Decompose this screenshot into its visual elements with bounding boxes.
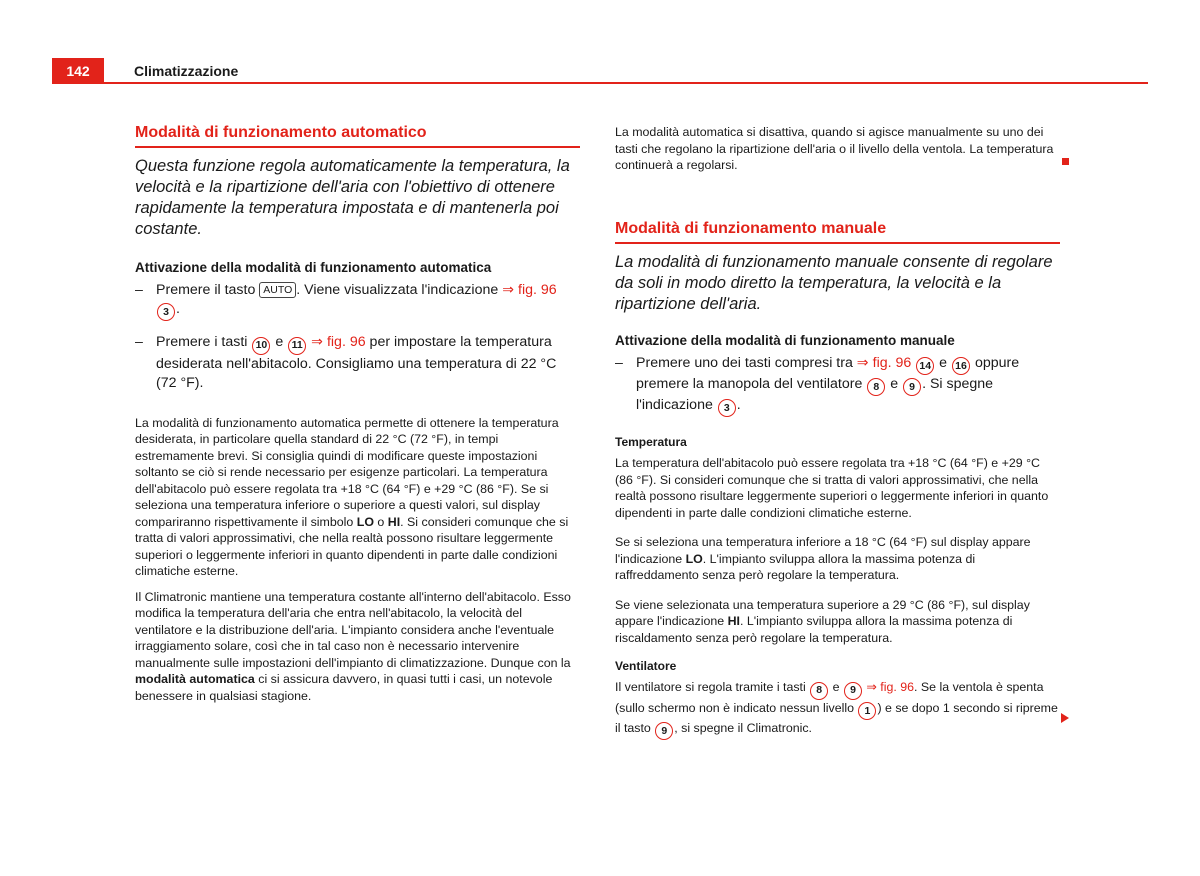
section-title-manual: Modalità di funzionamento manuale	[615, 220, 1060, 244]
subhead-fan: Ventilatore	[615, 659, 677, 674]
paragraph-automatic-2: Il Climatronic mantiene una temperatura costante all'interno dell'abitacolo. Esso modifica la temperatura dell'aria che entra nell'abitacolo, la velocità del ventilatore e la distribuzione dell'aria. L'impianto considera anche l'eventuale irraggiamento solare, così che in tal caso non è necessario intervenire manualmente sulle impostazioni dell'impianto di climatizzazione. Dunque con la modalità automatica ci si assicura davvero, in quasi tutti i casi, un notevole benessere in qualsiasi stagione.	[135, 589, 571, 703]
step-dash: –	[135, 282, 143, 298]
callout-number: 9	[655, 722, 673, 740]
callout-number: 16	[952, 357, 970, 375]
auto-key: AUTO	[259, 282, 296, 298]
figure-link[interactable]: ⇒ fig. 96	[856, 354, 912, 371]
paragraph-temperature-1: La temperatura dell'abitacolo può essere regolata tra +18 °C (64 °F) e +29 °C (86 °F). Si consideri comunque che si tratta di valori approssimativi, che nella realtà possono risultare leggermente superiori o leggermente inferiori in quanto dipendenti in parte dalle condizioni climatiche esterne.	[615, 456, 1049, 520]
paragraph-automatic-1: La modalità di funzionamento automatica permette di ottenere la temperatura desiderata, in particolare quella standard di 22 °C (72 °F), in tempi estremamente brevi. Si consiglia quindi di modificare queste impostazioni soltanto se ciò si rende necessario per esigenze particolari. La temperatura dell'abitacolo può essere regolata tra +18 °C (64 °F) e +29 °C (86 °F). Se si seleziona una temperatura inferiore o superiore a questi valori, sul display compariranno rispettivamente il simbolo LO o HI. Si consideri comunque che si tratta di valori approssimativi, che nella realtà possono risultare leggermente superiori o leggermente inferiori in quanto dipendenti in parte dalle condizioni climatiche esterne.	[135, 415, 569, 578]
section-title-automatic: Modalità di funzionamento automatico	[135, 124, 580, 148]
callout-number: 14	[916, 357, 934, 375]
callout-number: 9	[903, 378, 921, 396]
right-column	[615, 124, 1060, 740]
intro-automatic: Questa funzione regola automaticamente la temperatura, la velocità e la ripartizione dell'aria con l'obiettivo di ottenere rapidamente la temperatura impostata e di mantenerla poi costante.	[135, 157, 570, 238]
step-text: Premere i tasti 10 e 11 ⇒ fig. 96 per impostare la temperatura desiderata nell'abitacolo. Consigliamo una temperatura di 22 °C (72 °F).	[156, 334, 557, 391]
paragraph-temperature-hi: Se viene selezionata una temperatura superiore a 29 °C (86 °F), sul display appare l'indicazione HI. L'impianto sviluppa allora la massima potenza di riscaldamento senza però regolare la temperatura.	[615, 597, 1030, 645]
continue-arrow-icon	[1061, 713, 1069, 723]
step-text: Premere il tasto AUTO . Viene visualizzata l'indicazione ⇒ fig. 96 3 .	[156, 281, 580, 321]
header-rule	[104, 82, 1148, 84]
paragraph-auto-off: La modalità automatica si disattiva, quando si agisce manualmente su uno dei tasti che regolano la ripartizione dell'aria o il livello della ventola. La temperatura continuerà a regolarsi.	[615, 125, 1054, 172]
page-number: 142	[52, 58, 104, 84]
step-press-auto	[135, 281, 580, 321]
subhead-manual-activation: Attivazione della modalità di funzionamento manuale	[615, 332, 955, 348]
end-of-section-marker	[1062, 158, 1069, 165]
subhead-automatic-activation: Attivazione della modalità di funzionamento automatica	[135, 260, 492, 275]
callout-number: 1	[858, 702, 876, 720]
figure-link[interactable]: ⇒ fig. 96	[307, 334, 366, 351]
callout-number: 8	[867, 378, 885, 396]
figure-link[interactable]: ⇒ fig. 96	[862, 680, 915, 695]
paragraph-temperature-lo: Se si seleziona una temperatura inferiore a 18 °C (64 °F) sul display appare l'indicazione LO. L'impianto sviluppa allora la massima potenza di raffreddamento senza però regolare la temperatura.	[615, 535, 1031, 583]
figure-link[interactable]: ⇒ fig. 96	[502, 282, 557, 298]
callout-number: 8	[810, 682, 828, 700]
callout-number: 11	[288, 337, 306, 355]
step-text: Premere uno dei tasti compresi tra ⇒ fig. 96 14 e 16 oppure premere la manopola del ventilatore 8 e 9 . Si spegne l'indicazione 3 .	[636, 354, 1060, 418]
step-dash: –	[615, 354, 623, 371]
intro-manual: La modalità di funzionamento manuale consente di regolare da soli in modo diretto la temperatura, la velocità e la ripartizione dell'aria.	[615, 252, 1053, 313]
callout-number: 9	[844, 682, 862, 700]
step-dash: –	[135, 334, 143, 351]
step-set-temperature	[135, 333, 580, 392]
left-column	[135, 124, 580, 704]
subhead-temperature: Temperatura	[615, 435, 687, 450]
callout-number: 3	[157, 303, 175, 321]
step-manual-press	[615, 354, 1060, 418]
callout-number: 3	[718, 399, 736, 417]
paragraph-fan: Il ventilatore si regola tramite i tasti 8 e 9 ⇒ fig. 96. Se la ventola è spenta (sullo schermo non è indicato nessun livello 1 ) e se dopo 1 secondo si ripreme il tasto 9 , si spegne il Climatronic.	[615, 679, 1060, 740]
chapter-title: Climatizzazione	[134, 63, 239, 79]
callout-number: 10	[252, 337, 270, 355]
